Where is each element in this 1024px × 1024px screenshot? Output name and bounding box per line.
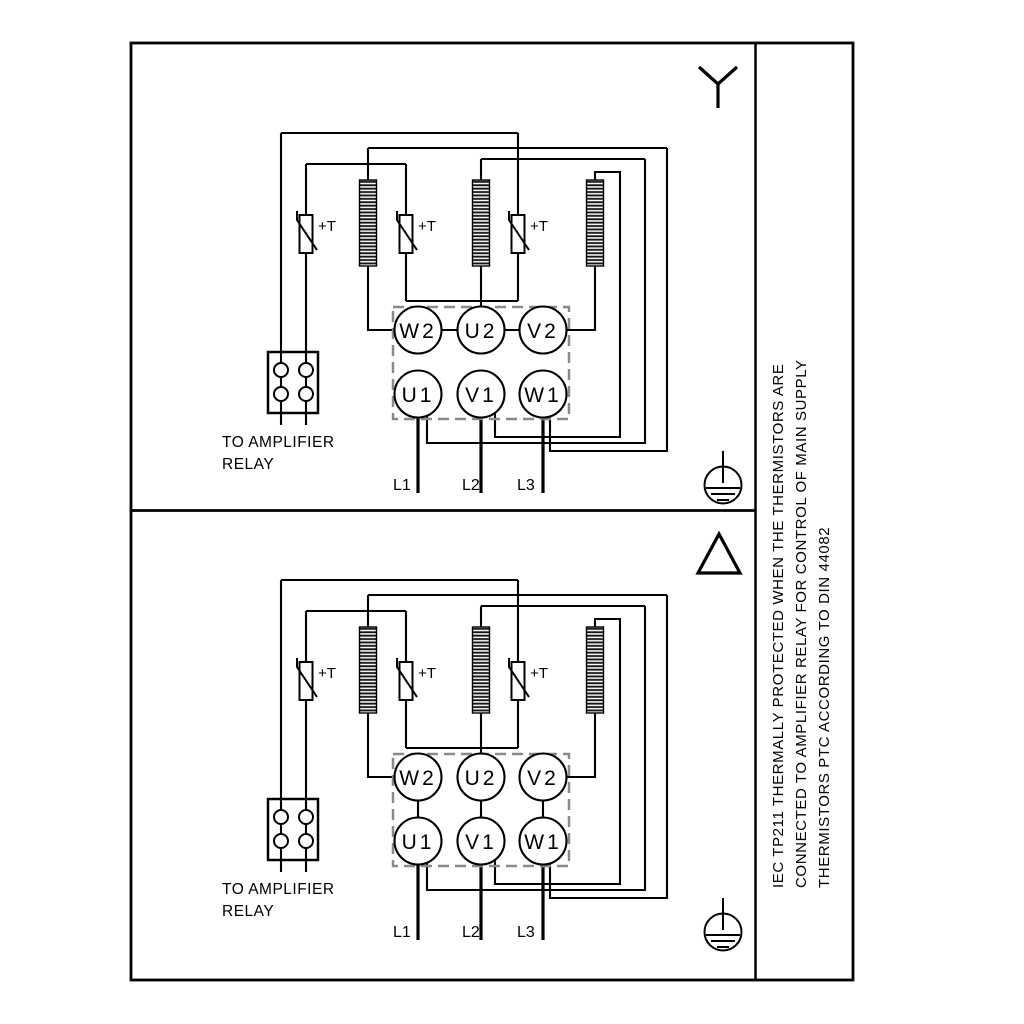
terminal-label-u1: U1 [401,384,435,407]
supply-line-label-l1: L1 [393,924,411,941]
terminal-label-u1: U1 [401,831,435,854]
side-note-line1: IEC TP211 THERMALLY PROTECTED WHEN THE THERMISTORS ARE [770,363,787,888]
supply-line-label-l2: L2 [462,477,480,494]
supply-line-label-l1: L1 [393,477,411,494]
supply-line-label-l3: L3 [517,477,535,494]
terminal-label-v1: V1 [465,831,497,854]
relay-caption-line2: RELAY [222,456,275,473]
thermistor-label: +T [530,665,548,682]
thermistor-label: +T [418,218,436,235]
thermistor-label: +T [318,218,336,235]
terminal-label-w2: W2 [399,320,437,343]
supply-line-label-l3: L3 [517,924,535,941]
side-note-line3: THERMISTORS PTC ACCORDING TO DIN 44082 [816,526,833,888]
side-note-line2: CONNECTED TO AMPLIFIER RELAY FOR CONTROL OF MAIN SUPPLY [793,359,810,888]
terminal-label-w2: W2 [399,767,437,790]
terminal-label-w1: W1 [524,384,562,407]
supply-line-label-l2: L2 [462,924,480,941]
relay-caption-line1: TO AMPLIFIER [222,881,335,898]
terminal-label-v2: V2 [527,767,559,790]
relay-caption-line2: RELAY [222,903,275,920]
thermistor-label: +T [318,665,336,682]
relay-caption-line1: TO AMPLIFIER [222,434,335,451]
terminal-label-v2: V2 [527,320,559,343]
terminal-label-u2: U2 [464,320,498,343]
terminal-label-v1: V1 [465,384,497,407]
terminal-label-u2: U2 [464,767,498,790]
terminal-label-w1: W1 [524,831,562,854]
thermistor-label: +T [418,665,436,682]
thermistor-label: +T [530,218,548,235]
